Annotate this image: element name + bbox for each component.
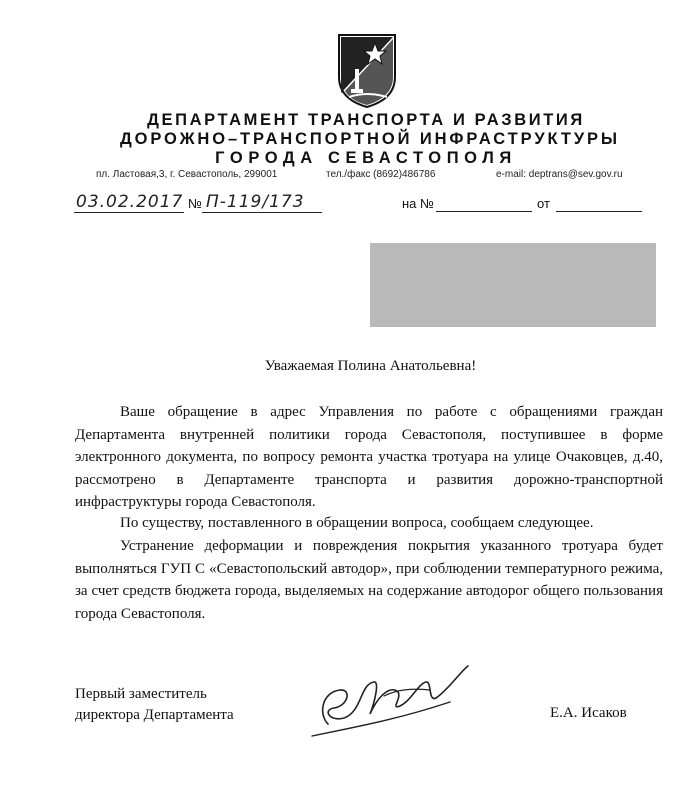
number-underline	[202, 212, 322, 213]
coat-of-arms-emblem	[335, 33, 399, 109]
department-name-line-3: ГОРОДА СЕВАСТОПОЛЯ	[215, 149, 517, 167]
handwritten-date: 03.02.2017	[76, 192, 184, 212]
letter-paragraph-1: Ваше обращение в адрес Управления по работе с обращениями граждан Департамента внутренней политики города Севастополя, поступившее в форме электронного документа, по вопросу ремонта участка тротуара на улице Очаковцев, д.40, рассмотрено в Департаменте транспорта и развития дорожно-транспортной инфраструктуры города Севастополя.	[75, 404, 663, 510]
department-phone: тел./факс (8692)486786	[326, 169, 436, 180]
letter-paragraph-3: Устранение деформации и повреждения покрытия указанного тротуара будет выполняться ГУП С «Севастопольский автодор», при соблюдении температурного режима, за счет средств бюджета города, выделяемых на содержание автодорог общего пользования города Севастополя.	[75, 538, 663, 622]
department-email: e-mail: deptrans@sev.gov.ru	[496, 169, 623, 180]
reply-to-number-field	[436, 211, 532, 212]
reply-to-date-label: от	[537, 196, 550, 211]
date-underline	[74, 212, 184, 213]
handwritten-number: П-119/173	[206, 192, 305, 212]
letter-greeting: Уважаемая Полина Анатольевна!	[264, 358, 477, 374]
reply-to-number-label: на №	[402, 196, 434, 211]
handwritten-signature	[300, 662, 475, 742]
reply-to-date-field	[556, 211, 642, 212]
department-name-line-1: ДЕПАРТАМЕНТ ТРАНСПОРТА И РАЗВИТИЯ	[147, 111, 585, 129]
department-name-line-2: ДОРОЖНО–ТРАНСПОРТНОЙ ИНФРАСТРУКТУРЫ	[119, 130, 620, 148]
signer-name: Е.А. Исаков	[550, 705, 627, 721]
redacted-recipient-block	[370, 243, 656, 327]
number-label: №	[188, 196, 202, 211]
department-address: пл. Ластовая,3, г. Севастополь, 299001	[96, 169, 278, 180]
letter-paragraph-2: По существу, поставленного в обращении вопроса, сообщаем следующее.	[120, 515, 594, 531]
signer-title: Первый заместитель директора Департамента	[75, 686, 234, 723]
